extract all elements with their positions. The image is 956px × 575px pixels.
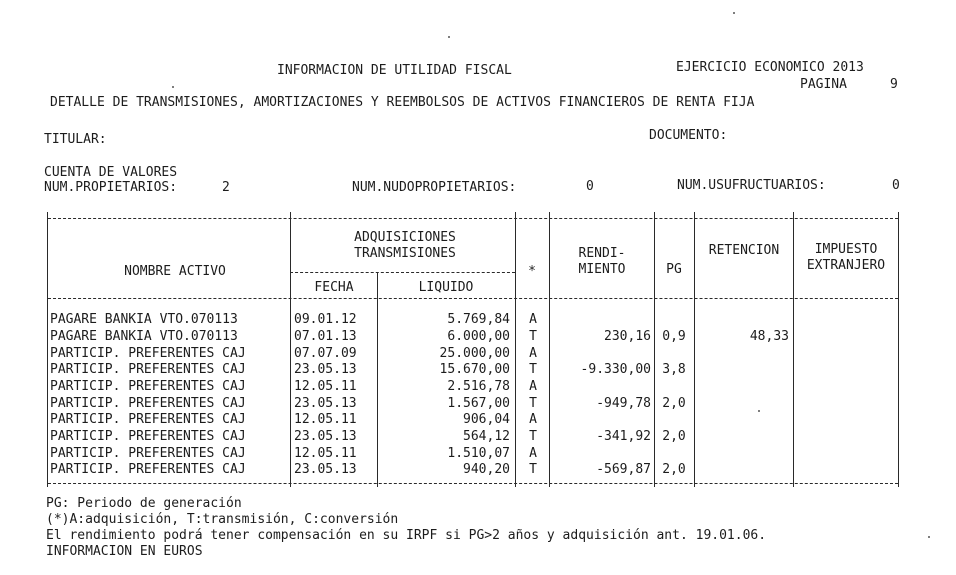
cell-fecha: 23.05.13 bbox=[294, 429, 357, 444]
scan-speck bbox=[448, 36, 450, 38]
fiscal-year-label: EJERCICIO ECONOMICO 2013 bbox=[676, 60, 864, 75]
cell-nombre: PARTICIP. PREFERENTES CAJ bbox=[50, 362, 246, 377]
footer-compensation-note: El rendimiento podrá tener compensación en su IRPF si PG>2 años y adquisición ant. 19.01.06. bbox=[46, 528, 767, 543]
account-name: CUENTA DE VALORES bbox=[44, 165, 178, 180]
documento-label: DOCUMENTO: bbox=[649, 128, 728, 143]
header-nombre: NOMBRE ACTIVO bbox=[124, 264, 226, 279]
scan-speck bbox=[172, 86, 174, 88]
cell-tipo: A bbox=[529, 312, 537, 327]
cell-tipo: T bbox=[529, 362, 537, 377]
cell-liquido: 2.516,78 bbox=[447, 379, 510, 394]
col-line-imp bbox=[793, 212, 794, 487]
cell-liquido: 1.567,00 bbox=[447, 396, 510, 411]
cell-nombre: PARTICIP. PREFERENTES CAJ bbox=[50, 429, 246, 444]
header-rend-2: MIENTO bbox=[578, 262, 626, 277]
cell-tipo: A bbox=[529, 379, 537, 394]
cell-nombre: PARTICIP. PREFERENTES CAJ bbox=[50, 346, 246, 361]
cell-fecha: 23.05.13 bbox=[294, 462, 357, 477]
page-number: 9 bbox=[890, 77, 898, 92]
cell-nombre: PARTICIP. PREFERENTES CAJ bbox=[50, 379, 246, 394]
header-retencion: RETENCION bbox=[708, 243, 780, 258]
cell-liquido: 15.670,00 bbox=[439, 362, 510, 377]
cell-pg: 2,0 bbox=[662, 429, 686, 444]
header-impuesto-1: IMPUESTO bbox=[814, 242, 878, 257]
cell-nombre: PARTICIP. PREFERENTES CAJ bbox=[50, 446, 246, 461]
header-impuesto-2: EXTRANJERO bbox=[806, 258, 886, 273]
scan-speck bbox=[928, 536, 930, 538]
report-subtitle: DETALLE DE TRANSMISIONES, AMORTIZACIONES Y REEMBOLSOS DE ACTIVOS FINANCIEROS DE RENTA FIJA bbox=[50, 95, 755, 110]
cell-nombre: PARTICIP. PREFERENTES CAJ bbox=[50, 462, 246, 477]
page-label: PAGINA bbox=[800, 77, 847, 92]
cell-tipo: A bbox=[529, 346, 537, 361]
num-owners-value: 2 bbox=[222, 180, 230, 195]
cell-rendimiento: -9.330,00 bbox=[580, 362, 651, 377]
bare-owners-value: 0 bbox=[586, 179, 594, 194]
col-line-rend bbox=[549, 212, 550, 487]
header-adq-1: ADQUISICIONES bbox=[354, 230, 456, 245]
cell-rendimiento: -569,87 bbox=[596, 462, 651, 477]
report-title: INFORMACION DE UTILIDAD FISCAL bbox=[277, 63, 512, 78]
header-star: * bbox=[528, 264, 536, 279]
header-adq-2: TRANSMISIONES bbox=[354, 246, 456, 261]
scan-speck bbox=[733, 12, 735, 14]
scan-speck bbox=[758, 410, 760, 412]
num-owners-label: NUM.PROPIETARIOS: bbox=[44, 180, 178, 195]
cell-nombre: PAGARE BANKIA VTO.070113 bbox=[50, 329, 238, 344]
cell-fecha: 07.01.13 bbox=[294, 329, 357, 344]
cell-rendimiento: -341,92 bbox=[596, 429, 651, 444]
cell-tipo: T bbox=[529, 329, 537, 344]
cell-tipo: T bbox=[529, 429, 537, 444]
col-line-pg bbox=[654, 212, 655, 487]
cell-tipo: A bbox=[529, 412, 537, 427]
usufructuaries-value: 0 bbox=[892, 178, 900, 193]
footer-currency-note: INFORMACION EN EUROS bbox=[46, 544, 203, 559]
cell-fecha: 07.07.09 bbox=[294, 346, 357, 361]
cell-retencion: 48,33 bbox=[749, 329, 789, 344]
cell-tipo: T bbox=[529, 396, 537, 411]
adq-sub-rule bbox=[290, 272, 515, 273]
cell-fecha: 09.01.12 bbox=[294, 312, 357, 327]
col-line-left bbox=[47, 212, 48, 487]
cell-fecha: 12.05.11 bbox=[294, 446, 357, 461]
cell-rendimiento: -949,78 bbox=[596, 396, 651, 411]
cell-liquido: 1.510,07 bbox=[447, 446, 510, 461]
cell-fecha: 12.05.11 bbox=[294, 412, 357, 427]
cell-pg: 3,8 bbox=[662, 362, 686, 377]
cell-pg: 2,0 bbox=[662, 396, 686, 411]
table-bottom-rule bbox=[48, 483, 898, 484]
header-liquido: LIQUIDO bbox=[418, 280, 474, 295]
table-top-rule bbox=[48, 218, 898, 219]
cell-liquido: 906,04 bbox=[463, 412, 510, 427]
cell-nombre: PARTICIP. PREFERENTES CAJ bbox=[50, 396, 246, 411]
cell-nombre: PAGARE BANKIA VTO.070113 bbox=[50, 312, 238, 327]
cell-liquido: 5.769,84 bbox=[447, 312, 510, 327]
cell-nombre: PARTICIP. PREFERENTES CAJ bbox=[50, 412, 246, 427]
cell-liquido: 564,12 bbox=[463, 429, 510, 444]
bare-owners-label: NUM.NUDOPROPIETARIOS: bbox=[352, 180, 517, 195]
cell-fecha: 12.05.11 bbox=[294, 379, 357, 394]
usufructuaries-label: NUM.USUFRUCTUARIOS: bbox=[677, 178, 826, 193]
cell-fecha: 23.05.13 bbox=[294, 396, 357, 411]
cell-rendimiento: 230,16 bbox=[604, 329, 651, 344]
table-header-rule bbox=[48, 298, 898, 299]
col-line-liquido bbox=[377, 272, 378, 487]
col-line-ret bbox=[694, 212, 695, 487]
header-fecha: FECHA bbox=[314, 280, 354, 295]
titular-label: TITULAR: bbox=[44, 132, 107, 147]
cell-tipo: A bbox=[529, 446, 537, 461]
footer-type-note: (*)A:adquisición, T:transmisión, C:conversión bbox=[46, 512, 399, 527]
cell-pg: 2,0 bbox=[662, 462, 686, 477]
header-rend-1: RENDI- bbox=[578, 246, 626, 261]
header-pg: PG bbox=[666, 262, 682, 277]
col-line-right bbox=[898, 212, 899, 487]
cell-liquido: 25.000,00 bbox=[439, 346, 510, 361]
cell-tipo: T bbox=[529, 462, 537, 477]
cell-liquido: 940,20 bbox=[463, 462, 510, 477]
col-line-star bbox=[515, 212, 516, 487]
cell-fecha: 23.05.13 bbox=[294, 362, 357, 377]
col-line-fecha bbox=[290, 212, 291, 487]
footer-pg-note: PG: Periodo de generación bbox=[46, 496, 242, 511]
cell-pg: 0,9 bbox=[662, 329, 686, 344]
cell-liquido: 6.000,00 bbox=[447, 329, 510, 344]
